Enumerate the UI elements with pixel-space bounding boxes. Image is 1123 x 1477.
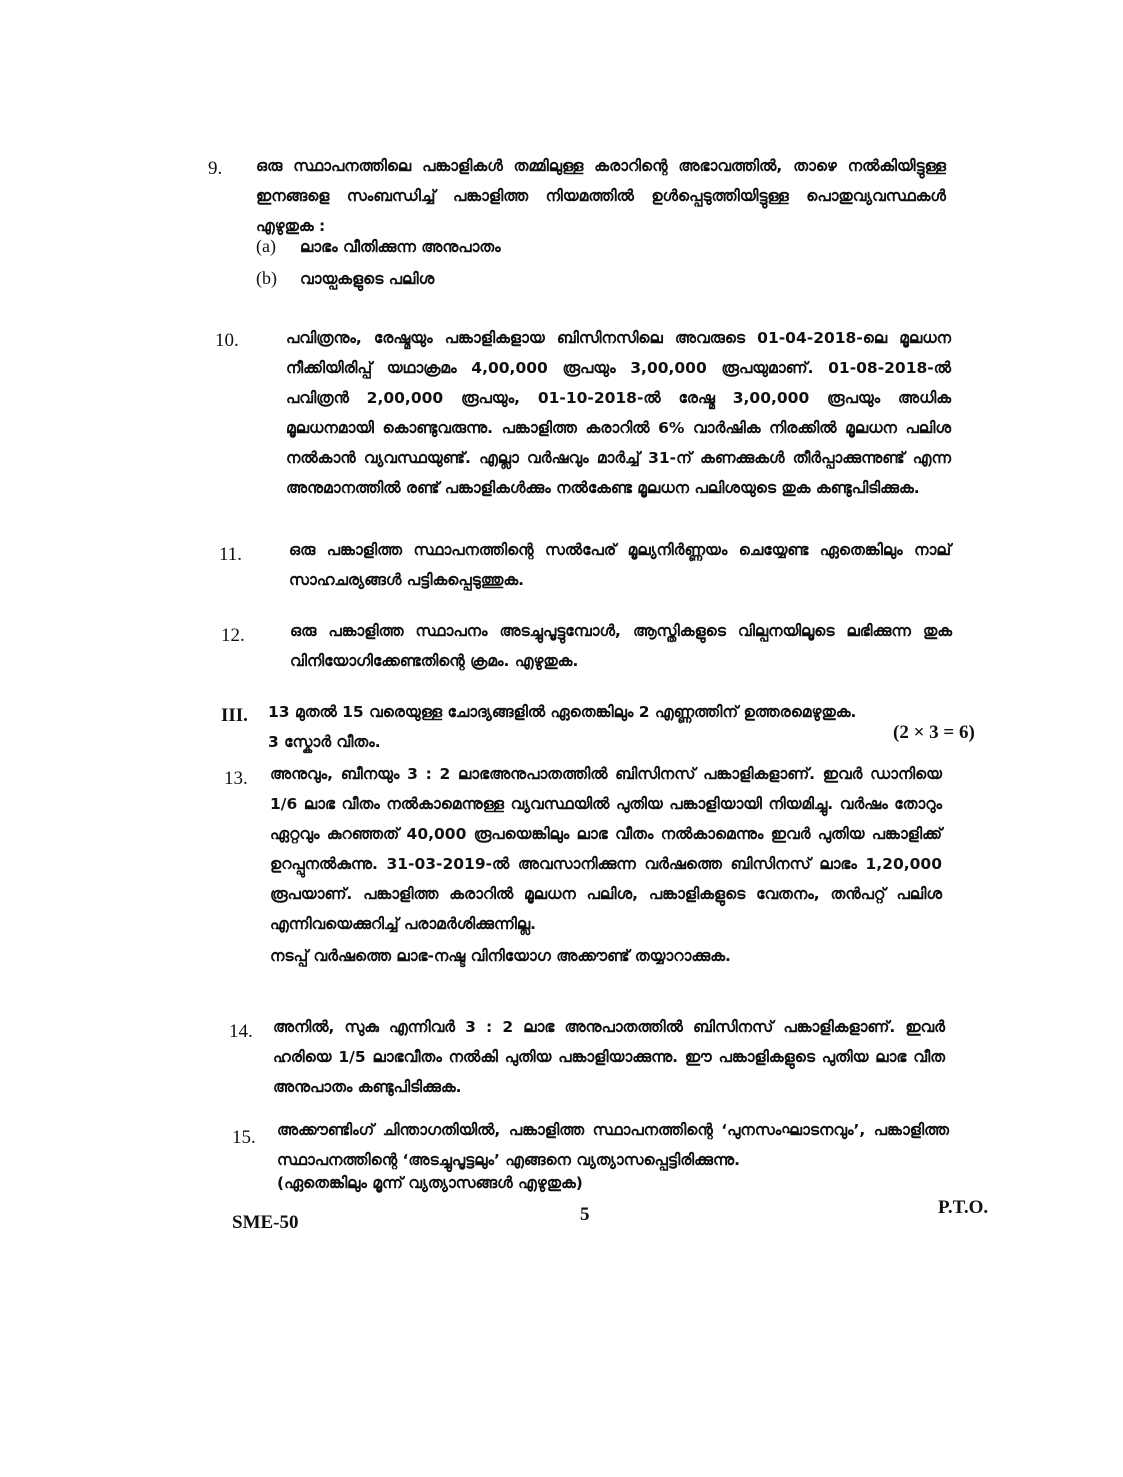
question-12-number: 12. <box>221 625 245 646</box>
question-11-number: 11. <box>219 544 243 565</box>
page-number: 5 <box>580 1204 590 1225</box>
question-9-number: 9. <box>208 158 223 179</box>
option-b-text: വായ്പകളുടെ പലിശ <box>300 270 435 288</box>
question-15-number: 15. <box>232 1127 256 1148</box>
section-instruction-line-1: 13 മുതൽ 15 വരെയുള്ള ചോദ്യങ്ങളിൽ ഏതെങ്കിലും 2 എണ്ണത്തിന് ഉത്തരമെഴുതുക. <box>268 703 857 721</box>
question-15-instruction: (ഏതെങ്കിലും മൂന്ന് വ്യത്യാസങ്ങൾ എഴുതുക) <box>277 1174 583 1192</box>
paper-code: SME-50 <box>232 1212 299 1233</box>
question-13-number: 13. <box>224 768 248 789</box>
section-marks: (2 × 3 = 6) <box>893 722 975 743</box>
question-9-option-a <box>256 236 501 257</box>
option-b-label: (b) <box>256 268 277 288</box>
section-instruction-line-2: 3 സ്കോർ വീതം. <box>268 733 381 751</box>
question-14-text: അനിൽ, സുകു എന്നിവർ 3 : 2 ലാഭ അനുപാതത്തിൽ ബിസിനസ് പങ്കാളികളാണ്. ഇവർ ഹരിയെ 1/5 ലാഭവീതം നൽകി പുതിയ പങ്കാളിയാക്കുന്നു. ഈ പങ്കാളികളുടെ പുതിയ ലാഭ വീത അനുപാതം കണ്ടുപിടിക്കുക. <box>273 1018 945 1096</box>
question-15-text: അക്കൗണ്ടിംഗ് ചിന്താഗതിയിൽ, പങ്കാളിത്ത സ്ഥാപനത്തിന്റെ ‘പുനസംഘാടനവും’, പങ്കാളിത്ത സ്ഥാപനത്തിന്റെ ‘അടച്ചുപൂട്ടലും’ എങ്ങനെ വ്യത്യാസപ്പെട്ടിരിക്കുന്നു. <box>277 1121 949 1169</box>
option-a-text: ലാഭം വീതിക്കുന്ന അനുപാതം <box>300 238 501 256</box>
question-11-text: ഒരു പങ്കാളിത്ത സ്ഥാപനത്തിന്റെ സൽപേര് മൂല്യനിർണ്ണയം ചെയ്യേണ്ട ഏതെങ്കിലും നാല് സാഹചര്യങ്ങൾ പട്ടികപ്പെടുത്തുക. <box>289 541 951 589</box>
question-12-text: ഒരു പങ്കാളിത്ത സ്ഥാപനം അടച്ചുപൂട്ടുമ്പോൾ, ആസ്തികളുടെ വില്പനയിലൂടെ ലഭിക്കുന്ന തുക വിനിയോഗിക്കേണ്ടതിന്റെ ക്രമം. എഴുതുക. <box>290 622 952 670</box>
section-instructions <box>268 697 988 757</box>
question-10-number: 10. <box>215 330 239 351</box>
question-14-number: 14. <box>229 1021 253 1042</box>
question-9-option-b <box>256 268 434 289</box>
question-13-instruction: നടപ്പ് വർഷത്തെ ലാഭ-നഷ്ട വിനിയോഗ അക്കൗണ്ട് തയ്യാറാക്കുക. <box>270 947 731 965</box>
section-number: III. <box>221 705 248 726</box>
question-10-text: പവിത്രനും, രേഷ്മയും പങ്കാളികളായ ബിസിനസിലെ അവരുടെ 01-04-2018-ലെ മൂലധന നീക്കിയിരിപ്പ് യഥാക്രമം 4,00,000 രൂപയും 3,00,000 രൂപയുമാണ്. 01-08-2018-ൽ പവിത്രൻ 2,00,000 രൂപയും, 01-10-2018-ൽ രേഷ്മ 3,00,000 രൂപയും അധിക മൂലധനമായി കൊണ്ടുവരുന്നു. പങ്കാളിത്ത കരാറിൽ 6% വാർഷിക നിരക്കിൽ മൂലധന പലിശ നൽകാൻ വ്യവസ്ഥയുണ്ട്. എല്ലാ വർഷവും മാർച്ച് 31-ന് കണക്കുകൾ തീർപ്പാക്കുന്നുണ്ട് എന്ന അനുമാനത്തിൽ രണ്ട് പങ്കാളികൾക്കും നൽകേണ്ട മൂലധന പലിശയുടെ തുക കണ്ടുപിടിക്കുക. <box>286 329 951 497</box>
page-turn-note: P.T.O. <box>938 1197 989 1218</box>
question-9-text: ഒരു സ്ഥാപനത്തിലെ പങ്കാളികൾ തമ്മിലുള്ള കരാറിന്റെ അഭാവത്തിൽ, താഴെ നൽകിയിട്ടുള്ള ഇനങ്ങളെ സംബന്ധിച്ച് പങ്കാളിത്ത നിയമത്തിൽ ഉൾപ്പെടുത്തിയിട്ടുള്ള പൊതുവ്യവസ്ഥകൾ എഴുതുക : <box>256 157 946 235</box>
question-13-text: അനുവും, ബീനയും 3 : 2 ലാഭഅനുപാതത്തിൽ ബിസിനസ് പങ്കാളികളാണ്. ഇവർ ഡാനിയെ 1/6 ലാഭ വീതം നൽകാമെന്നുള്ള വ്യവസ്ഥയിൽ പുതിയ പങ്കാളിയായി നിയമിച്ചു. വർഷം തോറും ഏറ്റവും കുറഞ്ഞത് 40,000 രൂപയെങ്കിലും ലാഭ വീതം നൽകാമെന്നും ഇവർ പുതിയ പങ്കാളിക്ക് ഉറപ്പുനൽകുന്നു. 31-03-2019-ൽ അവസാനിക്കുന്ന വർഷത്തെ ബിസിനസ് ലാഭം 1,20,000 രൂപയാണ്. പങ്കാളിത്ത കരാറിൽ മൂലധന പലിശ, പങ്കാളികളുടെ വേതനം, തൻപറ്റ് പലിശ എന്നിവയെക്കുറിച്ച് പരാമർശിക്കുന്നില്ല. <box>270 765 942 933</box>
option-a-label: (a) <box>256 236 276 256</box>
